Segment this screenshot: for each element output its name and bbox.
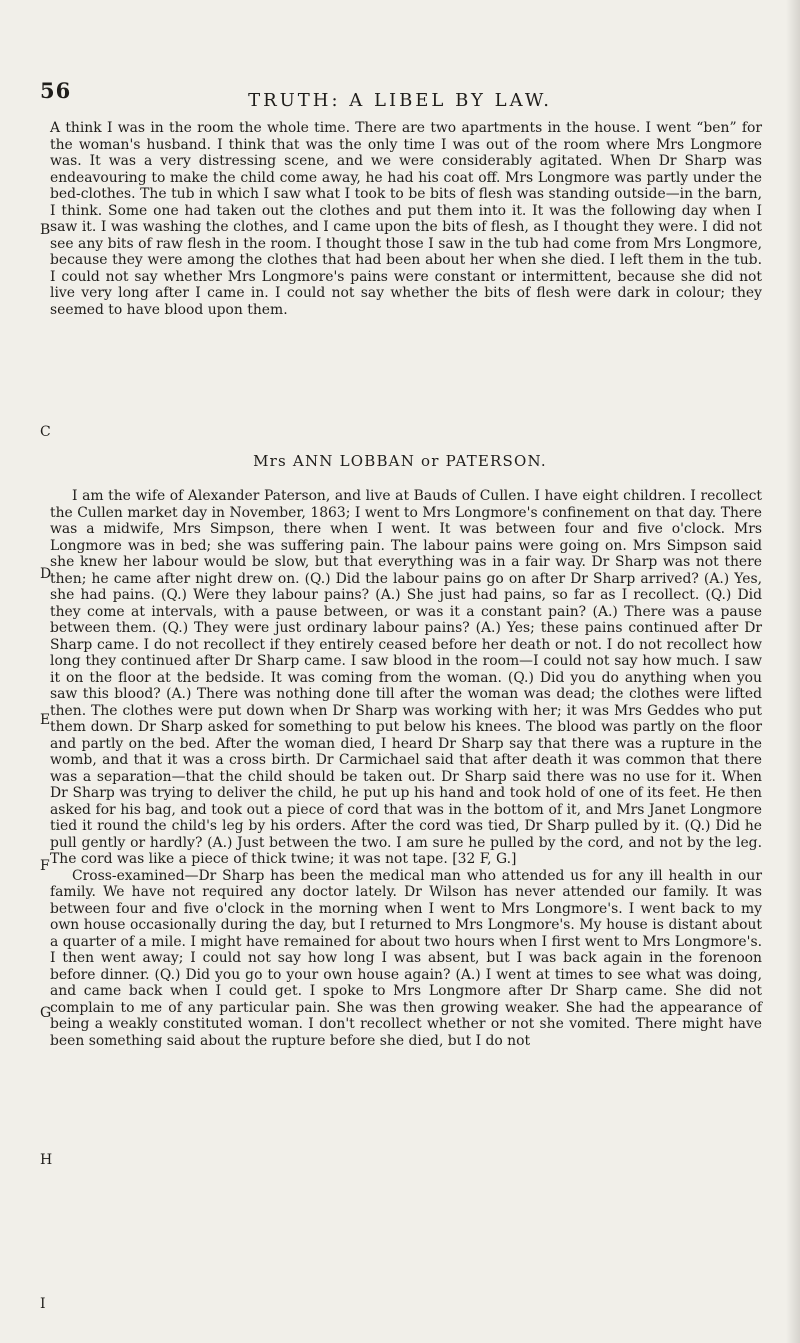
paragraph: Cross-examined—Dr Sharp has been the medical man who attended us for any ill health in our family. We have not required any doctor lately. Dr Wilson has never attended our family. It was between four and five o'clock in the morning when I went to Mrs Longmore's. I went back to my own house occasionally during the day, but I returned to Mrs Longmore's. My house is distant about a quarter of a mile. I might have remained for about two hours when I first went to Mrs Longmore's. I then went away; I could not say how long I was absent, but I was back again in the forenoon before dinner. (Q.) Did you go to your own house again? (A.) I went at times to see what was doing, and came back when I could get. I spoke to Mrs Longmore after Dr Sharp came. She did not complain to me of any particular pain. She was then growing weaker. She had the appearance of being a weakly constituted woman. I don't recollect whether or not she vomited. There might have been something said about the rupture before she died, but I do not [50, 867, 762, 1049]
margin-marker: G [40, 1005, 52, 1021]
paragraph: A think I was in the room the whole time. There are two apartments in the house. I went “ben” for the woman's husband. I think that was the only time I was out of the room where Mrs Longmore was. It was a very distressing scene, and we were considerably agitated. When Dr Sharp was endeavouring to make the child come away, he had his coat off. Mrs Longmore was partly under the bed-clothes. The tub in which I saw what I took to be bits of flesh was standing outside—in the barn, I think. Some one had taken out the clothes and put them into it. It was the following day when I saw it. I was washing the clothes, and I came upon the bits of flesh, as I thought they were. I did not see any bits of raw flesh in the room. I thought those I saw in the tub had come from Mrs Longmore, because they were among the clothes that had been about her when she died. I left them in the tub. I could not say whether Mrs Longmore's pains were constant or intermittent, because she did not live very long after I came in. I could not say whether the bits of flesh were dark in colour; they seemed to have blood upon them. [50, 120, 762, 318]
margin-marker: C [40, 424, 51, 440]
margin-marker: I [40, 1296, 46, 1312]
testimony-block-2 [50, 488, 762, 1049]
margin-marker: F [40, 858, 50, 874]
margin-marker: D [40, 566, 52, 582]
page-edge-shadow [786, 0, 800, 1343]
margin-marker: B [40, 222, 51, 238]
margin-marker: H [40, 1152, 53, 1168]
running-head: TRUTH: A LIBEL BY LAW. [248, 90, 552, 111]
margin-marker: E [40, 712, 51, 728]
page-number: 56 [40, 78, 72, 103]
witness-heading: Mrs ANN LOBBAN or PATERSON. [253, 452, 547, 470]
testimony-block-1 [50, 120, 762, 318]
paragraph: I am the wife of Alexander Paterson, and live at Bauds of Cullen. I have eight children. I recollect the Cullen market day in November, 1863; I went to Mrs Longmore's confinement on that day. There was a midwife, Mrs Simpson, there when I went. It was between four and five o'clock. Mrs Longmore was in bed; she was suffering pain. The labour pains were going on. Mrs Simpson said she knew her labour would be slow, but that everything was in a fair way. Dr Sharp was not there then; he came after night drew on. (Q.) Did the labour pains go on after Dr Sharp arrived? (A.) Yes, she had pains. (Q.) Were they labour pains? (A.) She just had pains, so far as I recollect. (Q.) Did they come at intervals, with a pause between, or was it a constant pain? (A.) There was a pause between them. (Q.) They were just ordinary labour pains? (A.) Yes; these pains continued after Dr Sharp came. I do not recollect if they entirely ceased before her death or not. I do not recollect how long they continued after Dr Sharp came. I saw blood in the room—I could not say how much. I saw it on the floor at the bedside. It was coming from the woman. (Q.) Did you do anything when you saw this blood? (A.) There was nothing done till after the woman was dead; the clothes were lifted then. The clothes were put down when Dr Sharp was working with her; it was Mrs Geddes who put them down. Dr Sharp asked for something to put below his knees. The blood was partly on the floor and partly on the bed. After the woman died, I heard Dr Sharp say that there was a rupture in the womb, and that it was a cross birth. Dr Carmichael said that after death it was common that there was a separation—that the child should be taken out. Dr Sharp said there was no use for it. When Dr Sharp was trying to deliver the child, he put up his hand and took hold of one of its feet. He then asked for his bag, and took out a piece of cord that was in the bottom of it, and Mrs Janet Longmore tied it round the child's leg by his orders. After the cord was tied, Dr Sharp pulled by it. (Q.) Did he pull gently or hardly? (A.) Just between the two. I am sure he pulled by the cord, and not by the leg. The cord was like a piece of thick twine; it was not tape. [32 F, G.] [50, 488, 762, 867]
